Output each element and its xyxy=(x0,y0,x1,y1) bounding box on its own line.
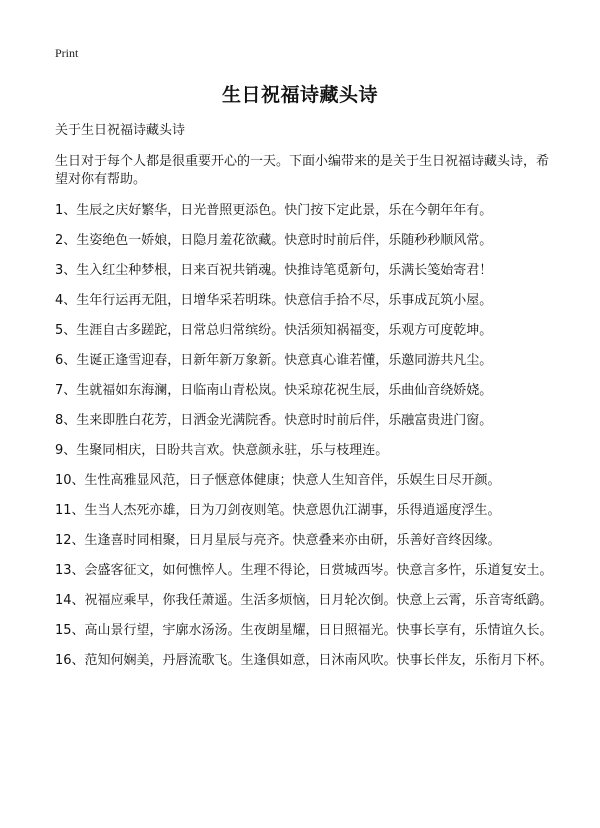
page-title: 生日祝福诗藏头诗 xyxy=(221,84,378,106)
poem-item: 8、生来即胜白花芳，日洒金光满院香。快意时时前后伴，乐融富贵进门窗。 xyxy=(55,413,493,428)
poem-item: 15、高山景行望，宇廓水汤汤。生夜朗星耀，日日照福光。快事长享有，乐情谊久长。 xyxy=(55,623,553,638)
article-intro: 生日对于每个人都是很重要开心的一天。下面小编带来的是关于生日祝福诗藏头诗，希望对你有帮助。 xyxy=(55,154,550,187)
poem-item: 3、生入红尘种梦根，日来百祝共销魂。快推诗笔觅新句，乐满长笺始寄君！ xyxy=(55,263,493,278)
poem-item: 11、生当人杰死亦雄，日为刀剑夜则笔。快意恩仇江湖事，乐得逍遥度浮生。 xyxy=(55,503,501,518)
poem-item: 7、生就福如东海澜，日临南山青松岚。快采琼花祝生辰，乐曲仙音绕娇娆。 xyxy=(55,383,493,398)
poem-item: 10、生性高雅显风范，日子惬意体健康；快意人生知音伴，乐娱生日尽开颜。 xyxy=(55,473,501,488)
poem-item: 2、生姿绝色一娇娘，日隐月羞花欲藏。快意时时前后伴，乐随秒秒顺风常。 xyxy=(55,233,493,248)
article-subtitle: 关于生日祝福诗藏头诗 xyxy=(55,123,186,138)
poem-item: 5、生涯自古多蹉跎，日常总归常缤纷。快活须知祸福变，乐观方可度乾坤。 xyxy=(55,323,493,338)
poem-item: 1、生辰之庆好繁华，日光普照更添色。快门按下定此景，乐在今朝年年有。 xyxy=(55,203,493,218)
poem-item: 16、范知何娴美，丹唇流歌飞。生逢俱如意，日沐南风吹。快事长伴友，乐衔月下杯。 xyxy=(55,653,553,668)
poem-item: 13、会盛客征文，如何憔悴人。生理不得论，日赏城西岑。快意言多忤，乐道复安土。 xyxy=(55,563,553,578)
print-link[interactable]: Print xyxy=(55,46,79,60)
poem-item: 6、生诞正逢雪迎春，日新年新万象新。快意真心谁若懂，乐邀同游共凡尘。 xyxy=(55,353,493,368)
article-body xyxy=(55,122,553,682)
poem-item: 12、生逢喜时同相聚，日月星辰与亮齐。快意叠来亦由研，乐善好音终因缘。 xyxy=(55,533,501,548)
poem-item: 4、生年行运再无阻，日增华采若明珠。快意信手拾不尽，乐事成瓦筑小屋。 xyxy=(55,293,493,308)
poem-item: 9、生聚同相庆，日盼共言欢。快意颜永驻，乐与枝理连。 xyxy=(55,443,389,458)
poem-item: 14、祝福应乘早，你我任萧遥。生活多烦恼，日月轮次倒。快意上云霄，乐音寄纸鹞。 xyxy=(55,593,553,608)
